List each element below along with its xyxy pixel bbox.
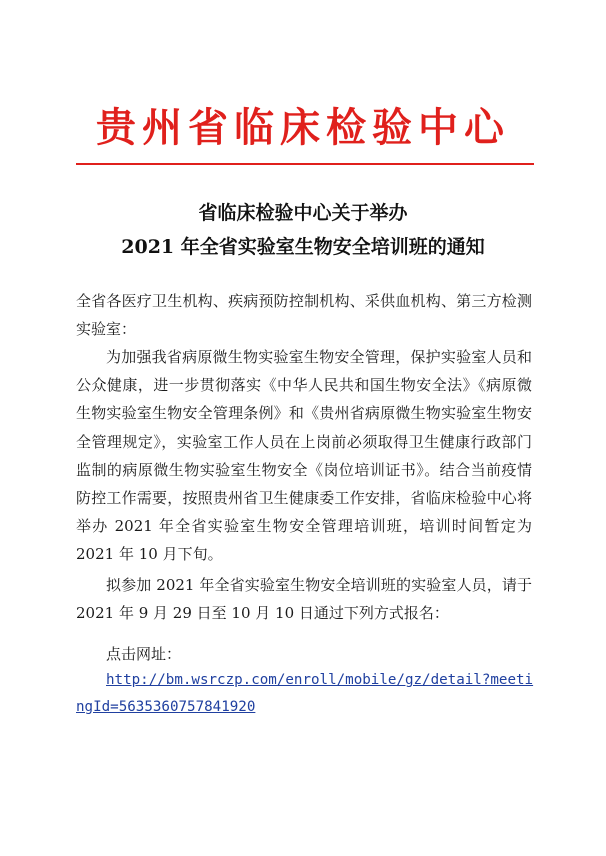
notice-title-line1: 省临床检验中心关于举办 <box>198 202 408 224</box>
paragraph-1: 为加强我省病原微生物实验室生物安全管理，保护实验室人员和公众健康，进一步贯彻落实《中华人民共和国生物安全法》《病原微生物实验室生物安全管理条例》和《贵州省病原微生物实验室生物安全管理规定》，实验室工作人员在上岗前必须取得卫生健康行政部门监制的病原微生物实验室生物安全《岗位培训证书》。结合当前疫情防控工作需要，按照贵州省卫生健康委工作安排，省临床检验中心将举办 2021 年全省实验室生物安全管理培训班，培训时间暂定为 2021 年 10 月下旬。 <box>76 348 532 564</box>
click-url-label: 点击网址： <box>106 645 182 663</box>
salutation: 全省各医疗卫生机构、疾病预防控制机构、采供血机构、第三方检测实验室： <box>76 292 532 339</box>
notice-title-line2: 2021 年全省实验室生物安全培训班的通知 <box>121 236 485 258</box>
paragraph-2: 拟参加 2021 年全省实验室生物安全培训班的实验室人员，请于 2021 年 9 月 29 日至 10 月 10 日通过下列方式报名： <box>76 576 532 623</box>
registration-link[interactable]: http://bm.wsrczp.com/enroll/mobile/gz/detail?meetingId=5635360757841920 <box>76 672 534 715</box>
letterhead-title: 贵州省临床检验中心 <box>96 105 510 151</box>
red-divider <box>76 163 534 165</box>
